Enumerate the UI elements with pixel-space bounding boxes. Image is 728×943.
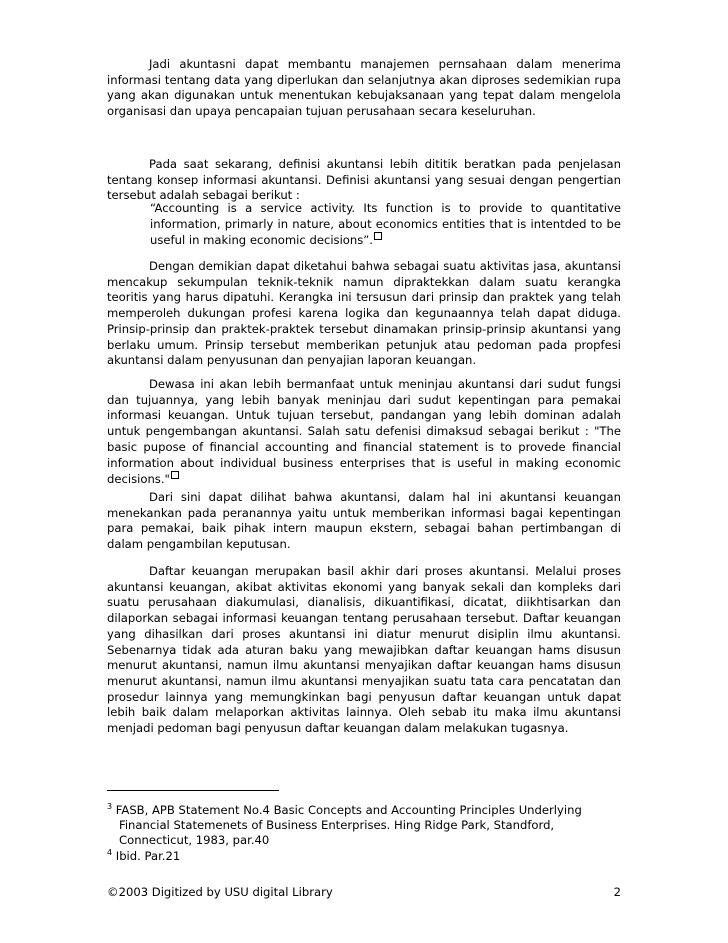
footnote-4-text: Ibid. Par.21	[115, 849, 181, 863]
paragraph-6: Daftar keuangan merupakan basil akhir dari proses akuntansi. Melalui proses akuntansi keuangan, akibat aktivitas ekonomi yang banyak sekali dan kompleks dari suatu perusahaan diakumulasi, dianalisis, dikuantifikasi, dicatat, diikhtisarkan dan dilaporkan sebagai informasi keuangan tentang perusahaan tersebut. Daftar keuangan yang dihasilkan dari proses akuntansi ini diatur menurut disiplin ilmu akuntansi. Sebenarnya tidak ada aturan baku yang mewajibkan daftar keuangan hams disusun menurut akuntansi, namun ilmu akuntansi menyajikan daftar keuangan hams disusun menurut akuntansi, namun ilmu akuntansi menyajikan suatu tata cara pencatatan dan prosedur lainnya yang memungkinkan bagi penyusun daftar keuangan untuk dapat lebih baik dalam melaporkan aktivitas lainnya. Oleh sebab itu maka ilmu akuntansi menjadi pedoman bagi penyusun daftar keuangan dalam melakukan tugasnya.	[107, 564, 621, 736]
paragraph-1: Jadi akuntasni dapat membantu manajemen pernsahaan dalam menerima informasi tentang data yang diperlukan dan selanjutnya akan diproses sedemikian rupa yang akan digunakan untuk menentukan kebujaksanaan yang tepat dalam mengelola organisasi dan upaya pencapaian tujuan perusahaan secara keseluruhan.	[107, 57, 621, 119]
paragraph-2: Pada saat sekarang, definisi akuntansi lebih dititik beratkan pada penjelasan tentang konsep informasi akuntansi. Definisi akuntansi yang sesuai dengan pengertian tersebut adalah sebagai berikut :	[107, 157, 621, 203]
footnote-divider	[107, 790, 279, 791]
footer-copyright: ©2003 Digitized by USU digital Library	[107, 885, 333, 899]
paragraph-5: Dari sini dapat dilihat bahwa akuntansi, dalam hal ini akuntansi keuangan menekankan pada peranannya yaitu untuk memberikan informasi bagai kepentingan para pemakai, baik pihak intern maupun ekstern, sebagai bahan pertimbangan di dalam pengambilan keputusan.	[107, 490, 621, 552]
footnote-ref-4	[171, 471, 179, 479]
paragraph-3: Dengan demikian dapat diketahui bahwa sebagai suatu aktivitas jasa, akuntansi mencakup sekumpulan teknik-teknik namun dipraktekkan dalam suatu kerangka teoritis yang harus dipatuhi. Kerangka ini tersusun dari prinsip dan praktek yang telah memperoleh dukungan profesi karena logika dan kegunaannya telah dapat diduga. Prinsip-prinsip dan praktek-praktek tersebut dinamakan prinsip-prinsip akuntansi yang berlaku umum. Prinsip tersebut memberikan petunjuk atau pedoman pada propfesi akuntansi dalam penyusunan dan penyajian laporan keuangan.	[107, 259, 621, 368]
footnote-4-number: 4	[107, 848, 113, 857]
paragraph-4	[107, 377, 621, 488]
footnote-ref-3	[374, 232, 382, 240]
page-number: 2	[613, 885, 621, 899]
page-footer	[107, 885, 621, 899]
footnote-4	[107, 845, 621, 864]
footnote-3-line2: Financial Statemenets of Business Enterprises. Hing Ridge Park, Standford,	[119, 818, 555, 832]
paragraph-4-text: Dewasa ini akan lebih bermanfaat untuk meninjau akuntansi dari sudut fungsi dan tujuannya, yang lebih banyak meninjau dari sudut kepentingan para pemakai informasi keuangan. Untuk tujuan tersebut, pandangan yang lebih dominan adalah untuk pengembangan akuntansi. Salah satu defenisi dimaksud sebagai berikut : "The basic pupose of financial accounting and financial statement is to provede financial information about individual business enterprises that is useful in making economic decisions."	[107, 377, 621, 487]
footnote-3-number: 3	[107, 802, 113, 811]
footnote-3	[107, 799, 621, 848]
footnote-3-line1: FASB, APB Statement No.4 Basic Concepts and Accounting Principles Underlying	[115, 803, 582, 817]
quote-block	[150, 201, 621, 249]
footnote-3-line3: Connecticut, 1983, par.40	[119, 833, 270, 847]
quote-text: “Accounting is a service activity. Its function is to provide to quantitative information, primarly in nature, about economics entities that is intentded to be useful in making economic decisions”.	[150, 201, 621, 248]
